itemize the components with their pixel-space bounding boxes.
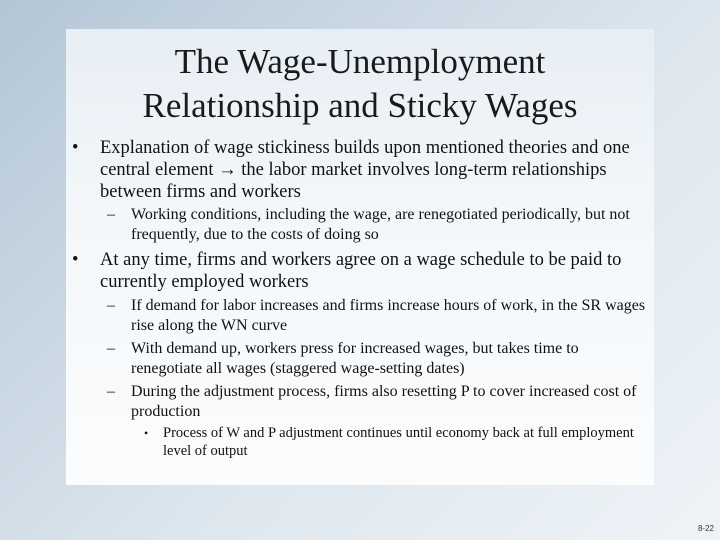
sub-bullet-item-2-2 <box>107 339 647 379</box>
sub-bullet-text: If demand for labor increases and firms increase hours of work, in the SR wages rise along the WN curve <box>131 297 646 334</box>
bullet-item-1 <box>72 137 652 203</box>
sub-bullet-marker: – <box>107 206 115 223</box>
bullet-text: At any time, firms and workers agree on a wage schedule to be paid to currently employed workers <box>100 250 622 292</box>
bullet-item-2 <box>72 249 652 293</box>
sub-bullet-marker: – <box>107 383 115 400</box>
bullet-text: Explanation of wage stickiness builds upon mentioned theories and one central element → the labor market involves long-term relationships between firms and workers <box>100 138 630 202</box>
sub-bullet-marker: – <box>107 297 115 314</box>
sub-bullet-text: Working conditions, including the wage, are renegotiated periodically, but not frequently, due to the costs of doing so <box>131 206 630 243</box>
slide-title-line-2: Relationship and Sticky Wages <box>142 86 578 125</box>
sub-bullet-item-2-3 <box>107 382 647 422</box>
sub-sub-bullet-item-2-3-1 <box>144 424 652 460</box>
sub-bullet-item-1-1 <box>107 205 647 245</box>
sub-bullet-item-2-1 <box>107 296 647 336</box>
slide-title-line-1: The Wage-Unemployment <box>174 42 546 81</box>
page-number: 8-22 <box>697 524 714 533</box>
slide-title <box>66 40 654 128</box>
bullet-marker: • <box>72 138 79 158</box>
bullet-marker: • <box>72 250 79 270</box>
sub-bullet-text: With demand up, workers press for increased wages, but takes time to renegotiate all wages (staggered wage-setting dates) <box>131 340 579 377</box>
sub-sub-bullet-text: Process of W and P adjustment continues until economy back at full employment level of output <box>163 425 634 459</box>
sub-bullet-marker: – <box>107 340 115 357</box>
sub-bullet-text: During the adjustment process, firms also resetting P to cover increased cost of production <box>131 383 637 420</box>
sub-sub-bullet-marker: • <box>144 426 149 440</box>
